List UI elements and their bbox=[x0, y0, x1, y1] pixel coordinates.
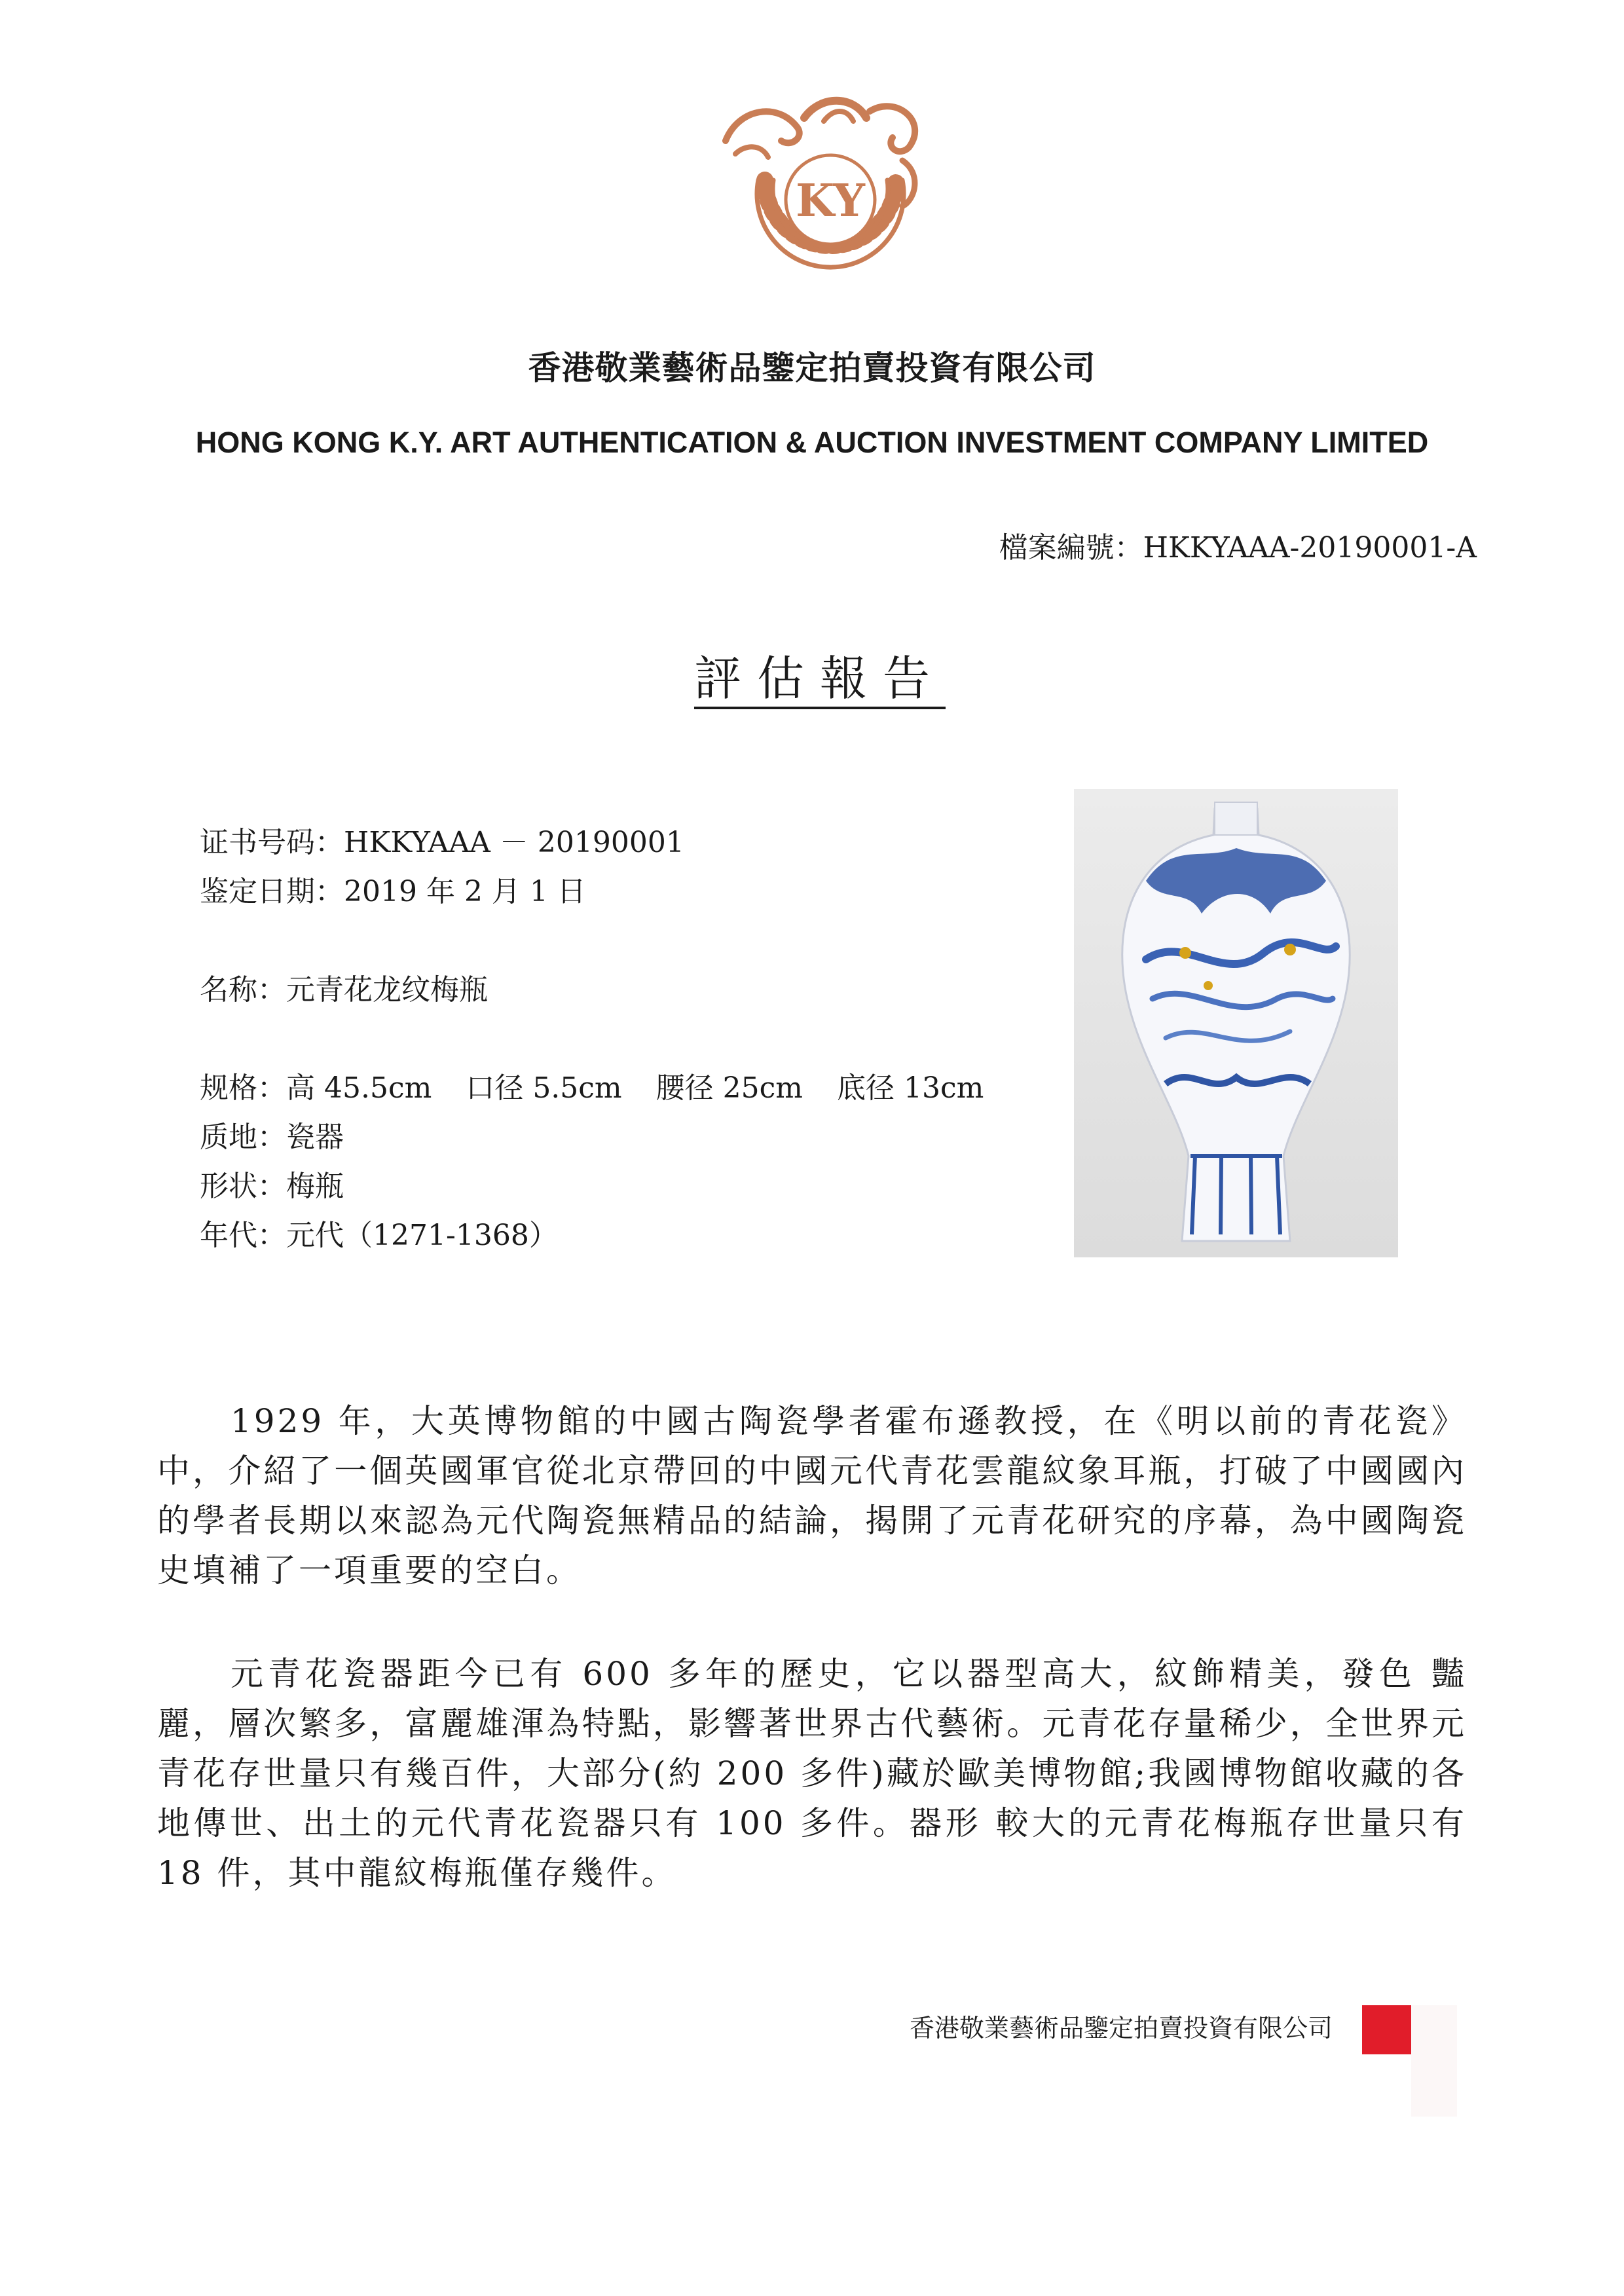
company-name-chinese: 香港敬業藝術品鑒定拍賣投資有限公司 bbox=[528, 349, 1096, 387]
spec-waist: 腰径 25cm bbox=[655, 1071, 803, 1105]
red-seal bbox=[1362, 2005, 1411, 2054]
specifications bbox=[200, 1064, 984, 1106]
spec-base: 底径 13cm bbox=[837, 1071, 984, 1105]
era: 年代：元代（1271-1368） bbox=[200, 1219, 558, 1252]
certificate-number: 证书号码：HKKYAAA － 20190001 bbox=[200, 826, 684, 859]
report-title-text: 評估報告 bbox=[693, 651, 946, 706]
seal-shadow bbox=[1411, 2005, 1457, 2117]
company-name-english: HONG KONG K.Y. ART AUTHENTICATION & AUCTION INVESTMENT COMPANY LIMITED bbox=[195, 426, 1429, 459]
spec-label: 规格： bbox=[200, 1071, 286, 1105]
spec-height: 高 45.5cm bbox=[286, 1071, 432, 1105]
vase-photo bbox=[1074, 789, 1398, 1257]
paragraph-description: 元青花瓷器距今已有 600 多年的歷史，它以器型高大，紋飾精美，發色 豔麗，層次繁多，富麗雄渾為特點，影響著世界古代藝術。元青花存量稀少，全世界元青花存世量只有幾百件，大部分(約 200 多件)藏於歐美博物館;我國博物館收藏的各地傳世、出土的元代青花瓷器只有 100 多件。器形 較大的元青花梅瓶存世量只有18 件，其中龍紋梅瓶僅存幾件。 bbox=[157, 1655, 1467, 1892]
footer-company-name: 香港敬業藝術品鑒定拍賣投資有限公司 bbox=[909, 2014, 1333, 2043]
logo-monogram: KY bbox=[796, 175, 865, 227]
shape: 形状：梅瓶 bbox=[200, 1170, 344, 1203]
appraisal-date: 鉴定日期：2019 年 2 月 1 日 bbox=[200, 875, 586, 908]
item-name: 名称：元青花龙纹梅瓶 bbox=[200, 973, 488, 1007]
paragraph-history: 1929 年，大英博物館的中國古陶瓷學者霍布遜教授，在《明以前的青花瓷》中，介紹了一個英國軍官從北京帶回的中國元代青花雲龍紋象耳瓶，打破了中國國內的學者長期以來認為元代陶瓷無精品的結論，揭開了元青花研究的序幕，為中國陶瓷史填補了一項重要的空白。 bbox=[157, 1402, 1467, 1589]
report-title bbox=[0, 640, 1624, 709]
file-number: 檔案編號：HKKYAAA-20190001-A bbox=[999, 531, 1477, 565]
company-logo bbox=[706, 82, 948, 311]
spec-mouth: 口径 5.5cm bbox=[466, 1071, 622, 1105]
material: 质地：瓷器 bbox=[200, 1120, 344, 1154]
